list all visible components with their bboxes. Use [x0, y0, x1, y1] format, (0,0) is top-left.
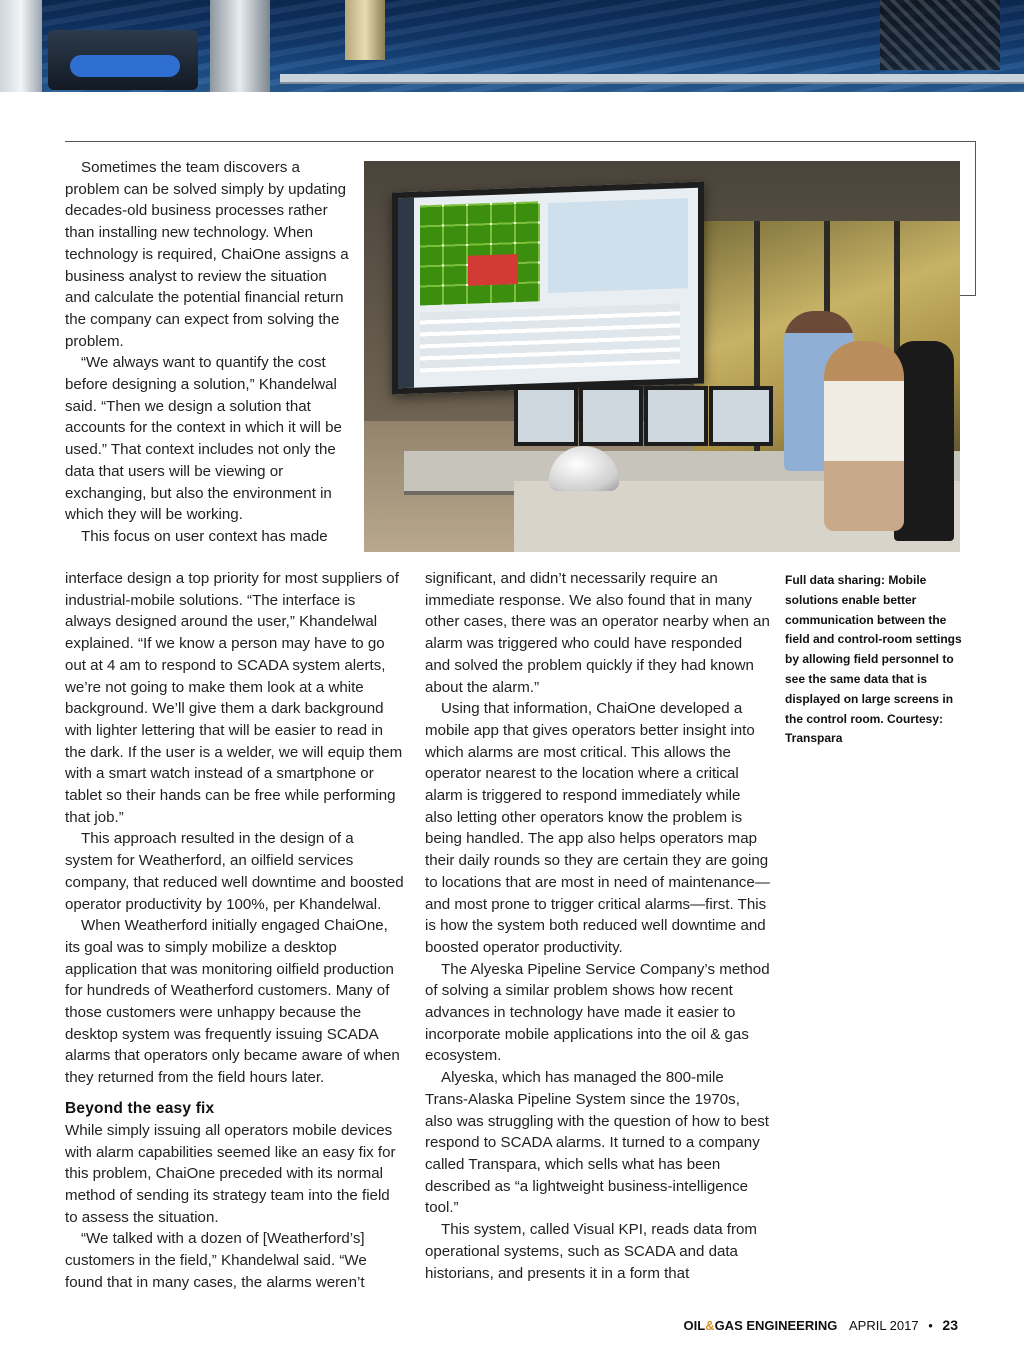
- column-2: [425, 568, 770, 1284]
- paragraph: interface design a top priority for most suppliers of industrial-mobile solutions. “The interface is always designed around the user,” Khandelwal explained. “If we know a person may have to go out at 4 am to respond to SCADA system alerts, we’re not going to make them look at a white background. We’ll give them a dark background with lighter lettering that will be easier to read in the dark. If the user is a welder, we will equip them with a smart watch instead of a smartphone or tablet so their hands can be free while performing that job.”: [65, 570, 403, 826]
- paragraph: This focus on user context has made: [81, 527, 328, 545]
- footer-separator: •: [928, 1318, 933, 1333]
- photo-caption: Full data sharing: Mobile solutions enable better communication between the field and control-room settings by allowing field personnel to see the same data that is displayed on large screens in the control room. Courtesy: Transpara: [785, 573, 962, 746]
- banner-photo: [0, 0, 1024, 92]
- page-number: 23: [942, 1317, 958, 1333]
- paragraph: Sometimes the team discovers a problem can be solved simply by updating decades-old business processes rather than installing new technology. When technology is required, ChaiOne assigns a business analyst to review the situation and calculate the potential financial return the company can expect from solving the problem.: [65, 159, 349, 350]
- paragraph: Using that information, ChaiOne developed a mobile app that gives operators better insight into which alarms are most critical. This allows the operator nearest to the location where a critical alarm is triggered to respond immediately while also letting other operators know the problem is being handled. The app also helps operators map their daily rounds so they are certain they are going to locations that are most in need of maintenance—and most prone to trigger critical alarms—first. This is how the system both reduced well downtime and boosted operator productivity.: [425, 700, 770, 956]
- paragraph: This approach resulted in the design of a system for Weatherford, an oilfield services company, that reduced well downtime and boosted operator productivity by 100%, per Khandelwal.: [65, 830, 404, 913]
- frame-rule-right: [975, 141, 976, 296]
- paragraph: Alyeska, which has managed the 800-mile Trans-Alaska Pipeline System since the 1970s, also was struggling with the question of how to best respond to SCADA alarms. It turned to a company called Transpara, which sells what has been described as “a lightweight business-intelligence tool.”: [425, 1069, 770, 1217]
- publication-name-part-1: OIL: [683, 1318, 706, 1333]
- issue-date: APRIL 2017: [848, 1318, 919, 1333]
- control-room-photo: [364, 161, 960, 552]
- publication-ampersand: &: [705, 1318, 715, 1333]
- column-1-top: [65, 157, 350, 548]
- paragraph: While simply issuing all operators mobile devices with alarm capabilities seemed like an easy fix for this problem, ChaiOne preceded with its normal method of sending its strategy team into the field to assess the situation.: [65, 1121, 396, 1226]
- column-1-bottom: [65, 568, 405, 1294]
- section-heading: Beyond the easy fix: [65, 1099, 215, 1117]
- frame-rule-tick: [960, 295, 976, 296]
- paragraph: significant, and didn’t necessarily require an immediate response. We also found that in many other cases, there was an operator nearby when an alarm was triggered who could have responded and solved the problem quickly if they had known about the alarm.”: [425, 570, 770, 696]
- publication-name-part-2: GAS ENGINEERING: [714, 1318, 838, 1333]
- paragraph: The Alyeska Pipeline Service Company’s method of solving a similar problem shows how recent advances in technology have made it easier to incorporate mobile applications into the oil & gas ecosystem.: [425, 960, 770, 1065]
- paragraph: When Weatherford initially engaged ChaiOne, its goal was to simply mobilize a desktop application that was monitoring oilfield production for hundreds of Weatherford customers. Many of those customers were unhappy because the desktop system was frequently issuing SCADA alarms that operators only became aware of when they returned from the field hours later.: [65, 917, 400, 1087]
- paragraph: “We talked with a dozen of [Weatherford’s] customers in the field,” Khandelwal said. “We found that in many cases, the alarms weren’t: [65, 1230, 367, 1291]
- frame-rule-top: [65, 141, 976, 142]
- paragraph: “We always want to quantify the cost before designing a solution,” Khandelwal said. “Then we design a solution that accounts for the context in which it will be used.” That context includes not only the data that users will be viewing or exchanging, but also the environment in which they will be working.: [65, 354, 342, 524]
- page-footer: [684, 1317, 959, 1333]
- paragraph: This system, called Visual KPI, reads data from operational systems, such as SCADA and data historians, and presents it in a form that: [425, 1221, 757, 1282]
